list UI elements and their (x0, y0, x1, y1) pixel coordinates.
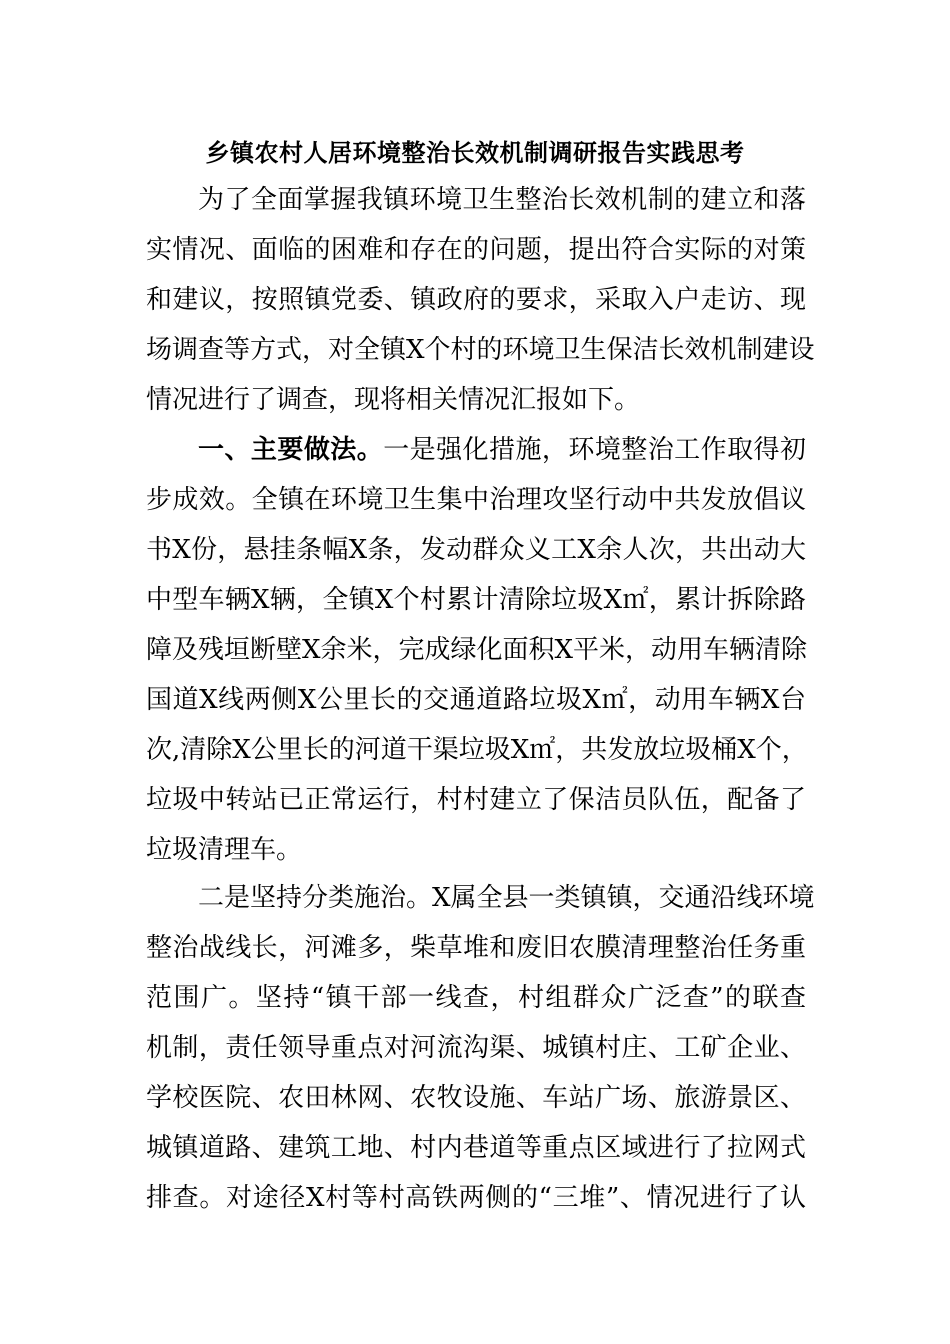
paragraph-line: 步成效。全镇在环境卫生集中治理攻坚行动中共发放倡议 (146, 485, 806, 515)
paragraph-text: 一是强化措施，环境整治工作取得初 (383, 435, 806, 465)
paragraph-line: 机制，责任领导重点对河流沟渠、城镇村庄、工矿企业、 (146, 1033, 806, 1063)
paragraph-line: 学校医院、农田林网、农牧设施、车站广场、旅游景区、 (146, 1083, 806, 1113)
paragraph-line: 次,清除X公里长的河道干渠垃圾X㎡，共发放垃圾桶X个， (146, 735, 808, 765)
paragraph-line: 书X份，悬挂条幅X条，发动群众义工X余人次，共出动大 (146, 535, 806, 565)
document-title: 乡镇农村人居环境整治长效机制调研报告实践思考 (205, 138, 745, 167)
paragraph-line: 中型车辆X辆，全镇X个村累计清除垃圾X㎡，累计拆除路 (146, 585, 806, 615)
paragraph-line: 排查。对途径X村等村高铁两侧的“三堆”、情况进行了认 (146, 1183, 806, 1213)
paragraph-line: 和建议，按照镇党委、镇政府的要求，采取入户走访、现 (146, 285, 806, 315)
paragraph-line: 场调查等方式，对全镇X个村的环境卫生保洁长效机制建设 (146, 335, 815, 365)
paragraph-line: 城镇道路、建筑工地、村内巷道等重点区域进行了拉网式 (146, 1133, 806, 1163)
paragraph-line: 二是坚持分类施治。X属全县一类镇镇，交通沿线环境 (198, 883, 815, 913)
paragraph-line: 垃圾清理车。 (146, 835, 303, 865)
paragraph-line: 国道X线两侧X公里长的交通道路垃圾X㎡，动用车辆X台 (146, 685, 806, 715)
section-heading-line (198, 425, 806, 475)
paragraph-line: 整治战线长，河滩多，柴草堆和废旧农膜清理整治任务重 (146, 933, 806, 963)
section-heading: 一、主要做法。 (198, 435, 384, 465)
paragraph-line: 实情况、面临的困难和存在的问题，提出符合实际的对策 (146, 235, 806, 265)
paragraph-line: 情况进行了调查，现将相关情况汇报如下。 (146, 385, 641, 415)
paragraph-line: 垃圾中转站已正常运行，村村建立了保洁员队伍，配备了 (146, 785, 806, 815)
paragraph-line: 障及残垣断壁X余米，完成绿化面积X平米，动用车辆清除 (146, 635, 808, 665)
paragraph-line: 范围广。坚持“镇干部一线查，村组群众广泛查”的联查 (146, 983, 806, 1013)
paragraph-line: 为了全面掌握我镇环境卫生整治长效机制的建立和落 (198, 185, 806, 215)
